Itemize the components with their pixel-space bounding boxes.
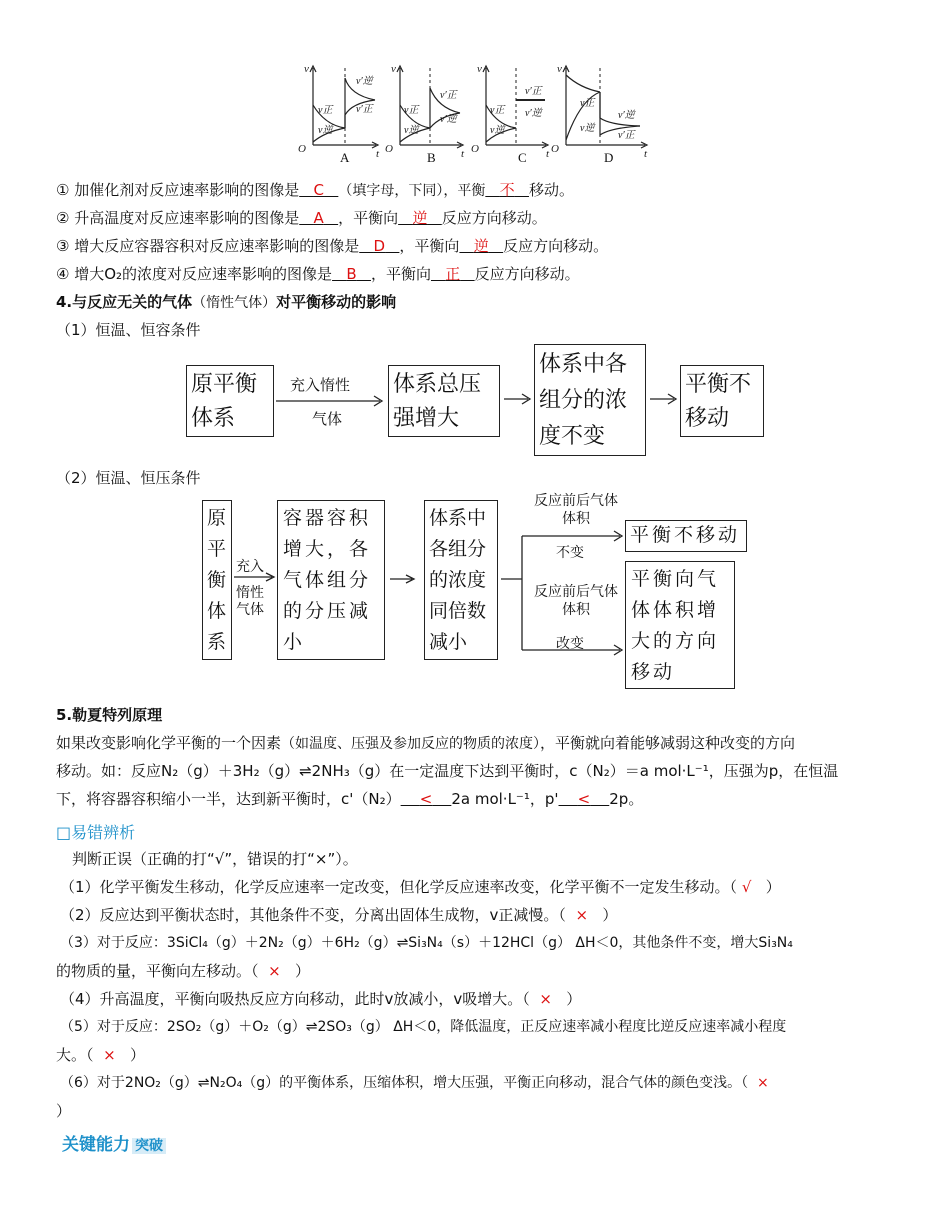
key-ability-title: 关键能力 突破: [62, 1130, 166, 1155]
flow2-box-nomove: 平衡不移动: [625, 520, 747, 552]
flow2-box-original: 原平衡体系: [202, 500, 232, 660]
svg-text:O: O: [298, 143, 306, 155]
mark-4: ×: [539, 990, 552, 1008]
errors-title: □易错辨析: [56, 823, 136, 842]
error-item-5: （5）对于反应：2SO₂（g）＋O₂（g）⇌2SO₃（g） ΔH＜0，降低温度，正反应速率减小程度比逆反应速率减小程度: [60, 1019, 787, 1035]
label-b-vzheng: v正: [404, 105, 419, 116]
svg-text:v: v: [391, 63, 396, 75]
flow1-arrow-bot: 气体: [312, 410, 343, 428]
svg-text:t: t: [461, 148, 465, 160]
error-item-3: （3）对于反应：3SiCl₄（g）＋2N₂（g）＋6H₂（g）⇌Si₃N₄（s）＋12HCl（g） ΔH＜0，其他条件不变，增大Si₃N₄: [60, 935, 793, 951]
svg-text:O: O: [471, 143, 479, 155]
mark-1: √: [741, 878, 752, 896]
error-item-3-cont: 的物质的量，平衡向左移动。（ × ）: [56, 962, 310, 980]
label-c-vni: v逆: [490, 125, 505, 136]
flow1-arrow-top: 充入惰性: [290, 376, 351, 394]
flow2-upper-bot: 不变: [556, 545, 584, 561]
flow2-box-volume: 容器容积增大，各气体组分的分压减小: [277, 500, 385, 660]
svg-text:O: O: [385, 143, 393, 155]
rate-time-graphs: [0, 0, 950, 175]
answer-3a: D: [373, 237, 386, 255]
flow2-box-conc: 体系中各组分的浓度同倍数减小: [424, 500, 498, 660]
label-a-vni: v逆: [318, 125, 333, 136]
graph-label-a: A: [340, 150, 350, 165]
question-3: ③ 增大反应容器容积对反应速率影响的图像是 D ，平衡向 逆 反应方向移动。: [56, 237, 609, 255]
label-c-vni2: v′逆: [525, 108, 542, 119]
svg-text:v: v: [557, 63, 562, 75]
mark-5: ×: [103, 1046, 116, 1064]
label-a-vzheng: v正: [318, 105, 333, 116]
flow2-lower-top: 反应前后气体体积: [534, 584, 618, 618]
answer-1a: C: [313, 181, 325, 199]
errors-intro: 判断正误（正确的打“√”，错误的打“×”）。: [72, 850, 358, 868]
flow1-box-original: 原平衡体系: [186, 365, 274, 437]
label-d-vni: v逆: [580, 123, 595, 134]
answer-5b: <: [577, 790, 591, 808]
case-1-heading: （1）恒温、恒容条件: [56, 321, 201, 339]
flow2-box-move: 平衡向气体体积增大的方向移动: [625, 561, 735, 689]
sec5-para-2: 移动。如：反应N₂（g）＋3H₂（g）⇌2NH₃（g）在一定温度下达到平衡时，c（N₂）＝a mol·L⁻¹，压强为p，在恒温: [56, 762, 839, 780]
error-item-1: （1）化学平衡发生移动，化学反应速率一定改变，但化学反应速率改变，化学平衡不一定发生移动。（ √ ）: [60, 878, 781, 896]
svg-text:t: t: [546, 148, 550, 160]
label-d-vzheng2: v′正: [618, 130, 635, 141]
flow2-arrow-top: 充入: [236, 559, 264, 575]
mark-6: ×: [757, 1075, 769, 1091]
label-a-vni2: v′逆: [356, 76, 373, 87]
answer-4b: 正: [445, 265, 461, 283]
section-4-title: 4.与反应无关的气体（惰性气体）对平衡移动的影响: [56, 293, 397, 311]
flow1-box-conc: 体系中各组分的浓度不变: [534, 344, 646, 456]
question-4: ④ 增大O₂的浓度对反应速率影响的图像是 B ，平衡向 正 反应方向移动。: [56, 265, 580, 283]
flow1-arrow3: [0, 386, 950, 416]
mark-3: ×: [268, 962, 281, 980]
label-c-vzheng: v正: [490, 105, 505, 116]
answer-3b: 逆: [473, 237, 489, 255]
svg-text:t: t: [376, 148, 380, 160]
case-2-heading: （2）恒温、恒压条件: [56, 469, 201, 487]
flow2-upper-top: 反应前后气体体积: [534, 493, 618, 527]
svg-text:t: t: [644, 148, 648, 160]
question-1: ① 加催化剂对反应速率影响的图像是 C （填字母，下同），平衡 不 移动。: [56, 181, 574, 199]
label-b-vni2: v′逆: [440, 114, 457, 125]
error-item-6: （6）对于2NO₂（g）⇌N₂O₄（g）的平衡体系，压缩体积，增大压强，平衡正向移动，混合气体的颜色变浅。（ ×: [60, 1075, 769, 1091]
label-b-vzheng2: v′正: [440, 90, 457, 101]
flow2-arrow-bot: 惰性气体: [236, 585, 264, 618]
sec5-para-3: 下，将容器容积缩小一半，达到新平衡时，c'（N₂） < 2a mol·L⁻¹，p' < 2p。: [56, 790, 644, 808]
label-b-vni: v逆: [404, 125, 419, 136]
section-5-title: 5.勒夏特列原理: [56, 706, 163, 724]
flow2-lower-bot: 改变: [556, 636, 584, 652]
label-a-vzheng2: v′正: [356, 104, 373, 115]
answer-2a: A: [313, 209, 324, 227]
svg-text:v: v: [477, 63, 482, 75]
answer-4a: B: [346, 265, 357, 283]
error-item-5-cont: 大。（ × ）: [56, 1046, 145, 1064]
flow2-branch: [0, 520, 950, 720]
mark-2: ×: [575, 906, 589, 924]
error-item-6-cont: ）: [56, 1102, 72, 1120]
graph-label-d: D: [604, 150, 614, 165]
question-2: ② 升高温度对反应速率影响的图像是 A ，平衡向 逆 反应方向移动。: [56, 209, 547, 227]
answer-5a: <: [419, 790, 433, 808]
graph-label-b: B: [427, 150, 436, 165]
svg-text:O: O: [551, 143, 559, 155]
answer-2b: 逆: [412, 209, 428, 227]
svg-text:v: v: [304, 63, 309, 75]
sec5-para-1: 如果改变影响化学平衡的一个因素（如温度、压强及参加反应的物质的浓度），平衡就向着能够减弱这种改变的方向: [56, 734, 796, 752]
label-d-vni2: v′逆: [618, 110, 635, 121]
graph-label-c: C: [518, 150, 527, 165]
label-c-vzheng2: v′正: [525, 86, 542, 97]
label-d-vzheng: v正: [580, 98, 595, 109]
error-item-4: （4）升高温度，平衡向吸热反应方向移动，此时v放减小，v吸增大。（ × ）: [60, 990, 582, 1008]
flow1-box-pressure: 体系总压强增大: [388, 365, 500, 437]
answer-1b: 不: [499, 181, 515, 199]
flow1-box-result: 平衡不移动: [680, 365, 764, 437]
error-item-2: （2）反应达到平衡状态时，其他条件不变，分离出固体生成物，v正减慢。（ × ）: [60, 906, 618, 924]
